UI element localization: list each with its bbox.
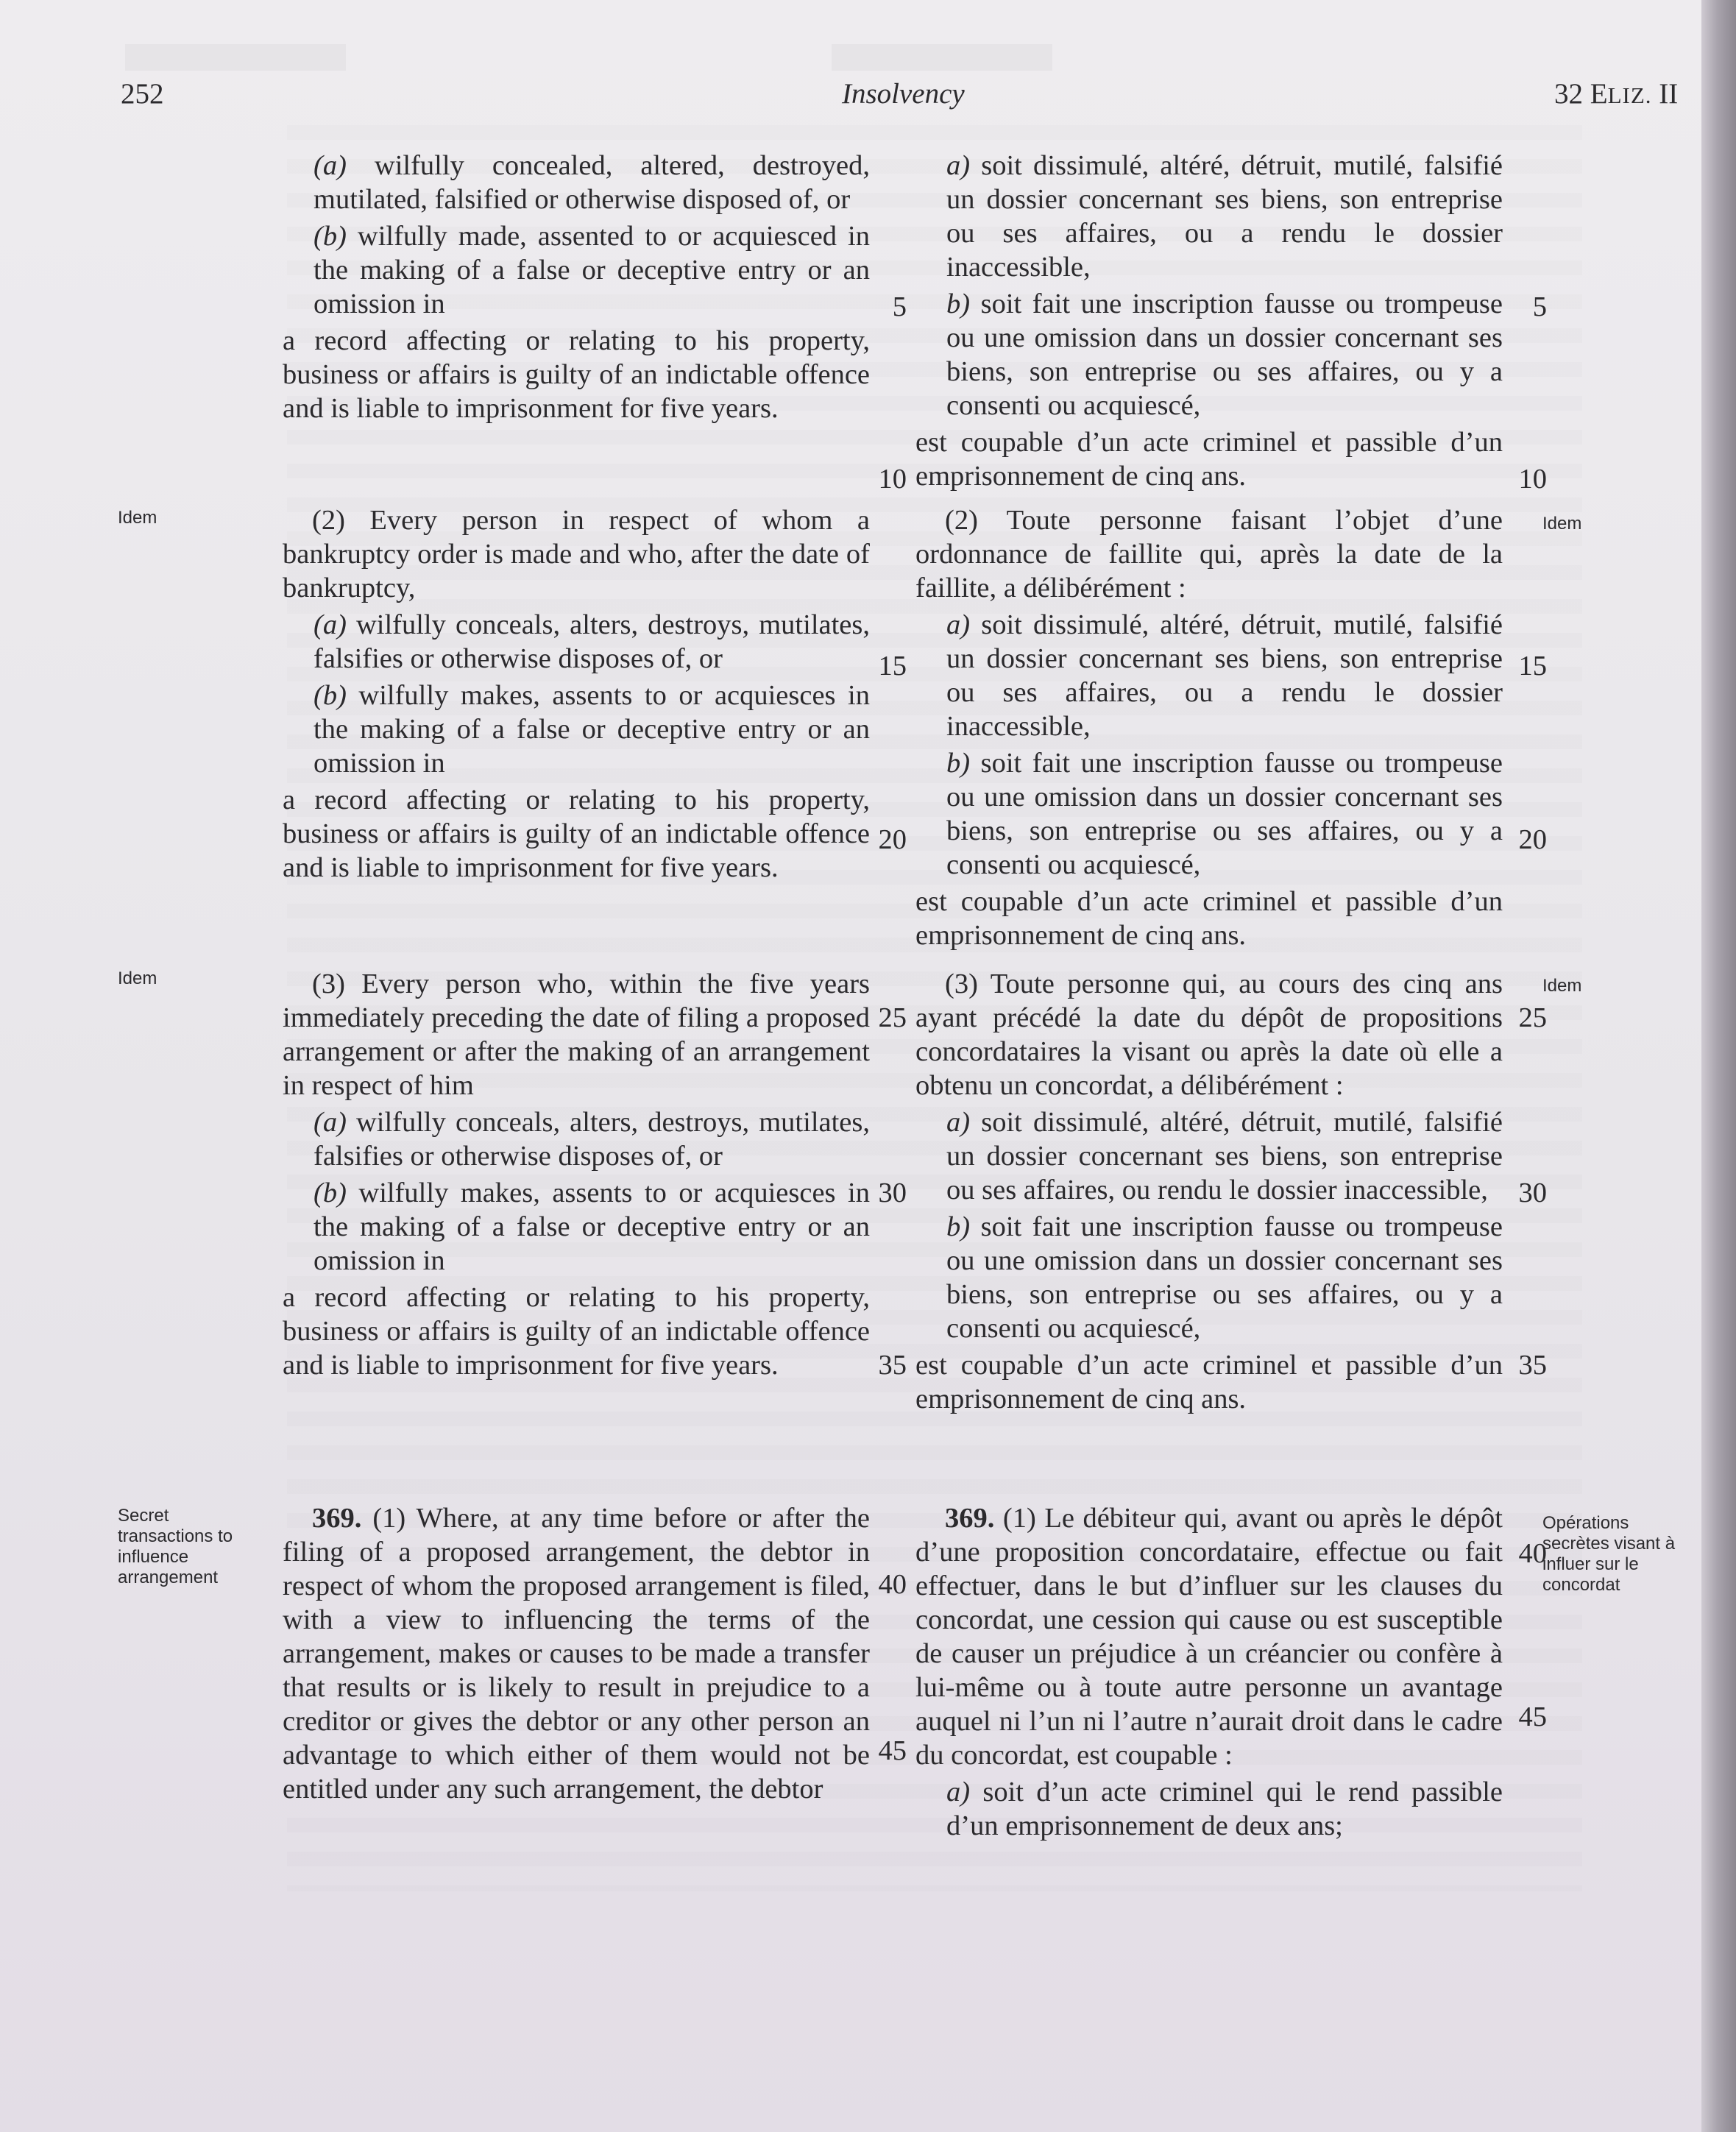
fr-s369-para-a <box>915 1775 1503 1843</box>
margin-note-line: transactions to <box>118 1526 233 1546</box>
en-s3-tail: a record affecting or relating to his property, business or affairs is guilty of an indictable offence and is liable to imprisonment for five years. <box>283 1282 870 1381</box>
fr-s2-b-text: soit fait une inscription fausse ou trompeuse ou une omission dans un dossier concernant ses biens, son entreprise ou ses affaires, ou y a consenti ou acquiescé, <box>946 748 1503 880</box>
line-number: 20 <box>878 824 907 855</box>
en-s2-para-a <box>283 608 870 676</box>
fr-s1-para-a <box>915 149 1503 284</box>
margin-note-line: Secret <box>118 1506 169 1526</box>
fr-s3-para-b <box>915 1210 1503 1345</box>
en-s2-para-b <box>283 679 870 780</box>
line-number: 20 <box>1518 824 1547 855</box>
fr-s3-b-text: soit fait une inscription fausse ou trompeuse ou une omission dans un dossier concernant ses biens, son entreprise ou ses affaires, ou y a consenti ou acquiescé, <box>946 1211 1503 1344</box>
line-number: 30 <box>1518 1177 1547 1208</box>
line-number: 30 <box>878 1177 907 1208</box>
line-number: 40 <box>1518 1538 1547 1569</box>
regnal-year <box>1554 74 1678 116</box>
en-s3-para-b <box>283 1176 870 1278</box>
fr-s2-intro: (2) Toute personne faisant l’objet d’une ordonnance de faillite qui, après la date de la faillite, a délibérément : <box>915 505 1503 603</box>
margin-note-line: influence <box>118 1547 189 1567</box>
margin-note-operations-secretes <box>1542 1513 1690 1596</box>
fr-s2-a-label: a) <box>946 609 971 640</box>
en-s3-para-a <box>283 1105 870 1173</box>
fr-section-2 <box>915 503 1503 952</box>
line-number: 35 <box>1518 1350 1547 1381</box>
en-section-369 <box>283 1501 870 1806</box>
fr-s2-a-text: soit dissimulé, altéré, détruit, mutilé, falsifié un dossier concernant ses biens, son entreprise ou ses affaires, ou a rendu le dossier inaccessible, <box>946 609 1503 742</box>
fr-s2-b-label: b) <box>946 748 971 779</box>
fr-s2-para-b <box>915 746 1503 882</box>
fr-s369-text: (1) Le débiteur qui, avant ou après le dépôt d’une proposition concordataire, effectue ou fait effectuer, dans le but d’influer sur les clauses du concordat, une cession qui cause ou est susceptible de causer un préjudice à un créancier ou confère à lui-même ou à toute autre personne un avantage auquel ni l’un ni l’autre n’aurait droit dans le cadre du concordat, est coupable : <box>915 1503 1503 1771</box>
fr-s1-para-b <box>915 287 1503 422</box>
line-number: 5 <box>1532 291 1547 322</box>
fr-s2-para-a <box>915 608 1503 743</box>
line-number: 25 <box>1518 1002 1547 1033</box>
en-s3-intro: (3) Every person who, within the five years immediately preceding the date of filing a proposed arrangement or after the making of an arrangement in respect of him <box>283 968 870 1101</box>
margin-note-line: concordat <box>1542 1575 1620 1595</box>
fr-s2-tail: est coupable d’un acte criminel et passible d’un emprisonnement de cinq ans. <box>915 886 1503 951</box>
running-title: Insolvency <box>842 78 965 110</box>
en-s369-para <box>283 1501 870 1806</box>
fr-s369-a-text: soit d’un acte criminel qui le rend passible d’un emprisonnement de deux ans; <box>946 1777 1503 1841</box>
fr-s3-a-label: a) <box>946 1107 971 1138</box>
line-number: 15 <box>878 651 907 681</box>
en-s2-a-label: (a) <box>313 609 347 640</box>
en-s1-b-text: wilfully made, assented to or acquiesced in the making of a false or deceptive entry or an omission in <box>313 221 870 319</box>
line-number: 15 <box>1518 651 1547 681</box>
margin-note-idem: Idem <box>118 968 157 988</box>
en-s3-a-text: wilfully conceals, alters, destroys, mutilates, falsifies or otherwise disposes of, or <box>313 1107 870 1172</box>
en-s2-tail: a record affecting or relating to his property, business or affairs is guilty of an indictable offence and is liable to imprisonment for five years. <box>283 785 870 883</box>
margin-note-idem: Idem <box>1542 976 1582 996</box>
margin-note-line: influer sur le <box>1542 1554 1639 1574</box>
margin-note-idem: Idem <box>118 508 157 528</box>
fr-s3-a-text: soit dissimulé, altéré, détruit, mutilé, falsifié un dossier concernant ses biens, son entreprise ou ses affaires, ou rendu le dossier inaccessible, <box>946 1107 1503 1205</box>
en-s3-b-label: (b) <box>313 1177 347 1208</box>
fr-s3-tail: est coupable d’un acte criminel et passible d’un emprisonnement de cinq ans. <box>915 1350 1503 1414</box>
fr-s369-number: 369. <box>945 1503 995 1534</box>
line-number: 10 <box>1518 464 1547 495</box>
fr-s3-para-a <box>915 1105 1503 1207</box>
margin-note-line: arrangement <box>118 1568 219 1587</box>
margin-note-secret-transactions <box>118 1506 258 1588</box>
regnal-year-suffix: II <box>1651 78 1679 110</box>
en-s2-a-text: wilfully conceals, alters, destroys, mutilates, falsifies or otherwise disposes of, or <box>313 609 870 674</box>
en-s369-number: 369. <box>312 1503 362 1534</box>
fr-section-3 <box>915 967 1503 1416</box>
line-number: 10 <box>878 464 907 495</box>
fr-s3-b-label: b) <box>946 1211 971 1242</box>
fr-s1-b-label: b) <box>946 288 971 319</box>
en-s1-a-label: (a) <box>313 150 347 181</box>
en-s3-a-label: (a) <box>313 1107 347 1138</box>
fr-s1-b-text: soit fait une inscription fausse ou trompeuse ou une omission dans un dossier concernant ses biens, son entreprise ou ses affaires, ou y a consenti ou acquiescé, <box>946 288 1503 421</box>
line-number: 40 <box>878 1569 907 1600</box>
book-spine-edge <box>1701 0 1736 2132</box>
regnal-year-small-caps: LIZ. <box>1607 82 1652 108</box>
en-s1-tail: a record affecting or relating to his property, business or affairs is guilty of an indictable offence and is liable to imprisonment for five years. <box>283 325 870 424</box>
en-s1-b-label: (b) <box>313 221 347 252</box>
en-section-3 <box>283 967 870 1382</box>
line-number: 25 <box>878 1002 907 1033</box>
page-number: 252 <box>121 78 164 110</box>
line-number: 45 <box>1518 1701 1547 1732</box>
fr-s369-a-label: a) <box>946 1777 971 1807</box>
line-number: 35 <box>878 1350 907 1381</box>
margin-note-line: secrètes visant à <box>1542 1534 1676 1554</box>
fr-s3-intro: (3) Toute personne qui, au cours des cinq ans ayant précédé la date du dépôt de propositions concordataires la visant ou après la date où elle a obtenu un concordat, a délibérément : <box>915 968 1503 1101</box>
en-s3-b-text: wilfully makes, assents to or acquiesces in the making of a false or deceptive entry or an omission in <box>313 1177 870 1276</box>
line-number: 5 <box>892 291 907 322</box>
fr-section-1 <box>915 149 1503 493</box>
en-s2-b-label: (b) <box>313 680 347 711</box>
en-s1-para-b <box>283 219 870 321</box>
regnal-year-prefix: 32 E <box>1554 78 1608 110</box>
en-s2-b-text: wilfully makes, assents to or acquiesces in the making of a false or deceptive entry or an omission in <box>313 680 870 779</box>
fr-s369-para <box>915 1501 1503 1772</box>
en-s1-para-a <box>283 149 870 216</box>
fr-s1-a-text: soit dissimulé, altéré, détruit, mutilé, falsifié un dossier concernant ses biens, son entreprise ou ses affaires, ou a rendu le dossier inaccessible, <box>946 150 1503 283</box>
en-s1-a-text: wilfully concealed, altered, destroyed, mutilated, falsified or otherwise disposed of, or <box>313 150 870 215</box>
en-s2-intro: (2) Every person in respect of whom a bankruptcy order is made and who, after the date of bankruptcy, <box>283 505 870 603</box>
en-section-1 <box>283 149 870 425</box>
en-section-2 <box>283 503 870 885</box>
fr-s1-a-label: a) <box>946 150 971 181</box>
fr-section-369 <box>915 1501 1503 1843</box>
fr-s1-tail: est coupable d’un acte criminel et passible d’un emprisonnement de cinq ans. <box>915 427 1503 492</box>
margin-note-idem: Idem <box>1542 514 1582 534</box>
margin-note-line: Opérations <box>1542 1513 1629 1533</box>
line-number: 45 <box>878 1735 907 1766</box>
en-s369-text: (1) Where, at any time before or after the filing of a proposed arrangement, the debtor in respect of whom the proposed arrangement is filed, with a view to influencing the terms of the arrangement, makes or causes to be made a transfer that results or is likely to result in prejudice to a creditor or gives the debtor or any other person an advantage to which either of them would not be entitled under any such arrangement, the debtor <box>283 1503 870 1805</box>
